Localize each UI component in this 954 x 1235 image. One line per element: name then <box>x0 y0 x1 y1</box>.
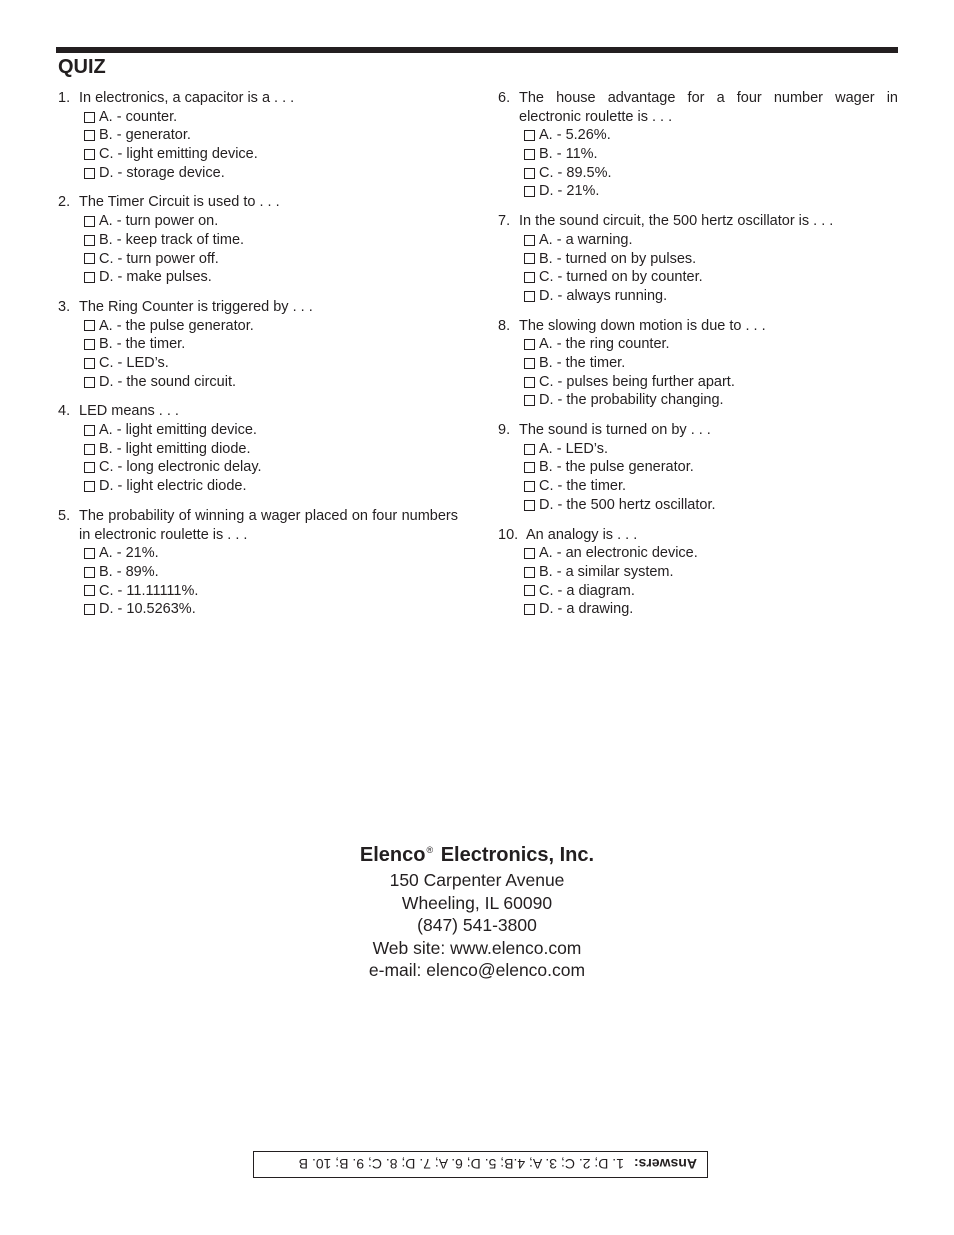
answer-option[interactable] <box>524 440 898 459</box>
checkbox[interactable] <box>524 253 535 264</box>
question-text: The Timer Circuit is used to . . . <box>79 194 280 211</box>
answer-option[interactable] <box>84 335 458 354</box>
question-text: The slowing down motion is due to . . . <box>519 317 766 334</box>
answer-option[interactable] <box>524 335 898 354</box>
answer-option-label: C. - pulses being further apart. <box>539 373 735 390</box>
checkbox[interactable] <box>524 339 535 350</box>
question-text: The probability of winning a wager placed on four numbers in electronic roulette is . . . <box>79 507 458 543</box>
checkbox[interactable] <box>84 462 95 473</box>
answer-options <box>58 108 458 183</box>
answer-option[interactable] <box>84 108 458 127</box>
question-stem <box>498 526 898 545</box>
question-number: 8. <box>498 317 511 334</box>
checkbox[interactable] <box>524 358 535 369</box>
question-1 <box>58 89 458 182</box>
answer-option-label: D. - a drawing. <box>539 601 634 618</box>
answer-option-label: B. - the timer. <box>539 355 626 371</box>
answers-label: Answers: <box>633 1156 697 1173</box>
question-text: In the sound circuit, the 500 hertz oscillator is . . . <box>519 213 834 230</box>
answer-options <box>498 335 898 410</box>
answer-option[interactable] <box>84 600 458 619</box>
question-number: 10. <box>498 526 519 543</box>
answer-option[interactable] <box>84 212 458 231</box>
answer-option[interactable] <box>84 563 458 582</box>
company-info <box>0 837 954 982</box>
answer-option[interactable] <box>84 164 458 183</box>
checkbox[interactable] <box>84 567 95 578</box>
checkbox[interactable] <box>524 130 535 141</box>
question-stem <box>58 193 458 212</box>
company-website: Web site: www.elenco.com <box>372 937 582 958</box>
checkbox[interactable] <box>524 377 535 388</box>
answer-option[interactable] <box>84 458 458 477</box>
company-address-line2: Wheeling, IL 60090 <box>401 892 553 913</box>
answer-option[interactable] <box>524 182 898 201</box>
answer-option[interactable] <box>524 496 898 515</box>
checkbox[interactable] <box>84 604 95 615</box>
question-number: 7. <box>498 213 511 230</box>
checkbox[interactable] <box>84 444 95 455</box>
checkbox[interactable] <box>524 168 535 179</box>
checkbox[interactable] <box>524 585 535 596</box>
question-stem <box>58 298 458 317</box>
answer-option-label: B. - keep track of time. <box>99 231 245 248</box>
question-number: 9. <box>498 422 511 439</box>
answer-option[interactable] <box>524 231 898 250</box>
checkbox[interactable] <box>84 377 95 388</box>
checkbox[interactable] <box>524 149 535 160</box>
checkbox[interactable] <box>524 548 535 559</box>
answer-option-label: C. - LED’s. <box>99 354 169 371</box>
answer-option-label: D. - light electric diode. <box>99 478 247 495</box>
answer-option[interactable] <box>524 145 898 164</box>
answer-option-label: B. - 11%. <box>539 146 598 163</box>
question-2 <box>58 193 458 286</box>
question-number: 2. <box>58 194 71 211</box>
answer-option-label: C. - 89.5%. <box>539 164 612 181</box>
checkbox[interactable] <box>84 168 95 179</box>
answer-option[interactable] <box>84 231 458 250</box>
answer-option[interactable] <box>84 317 458 336</box>
answer-option[interactable] <box>524 164 898 183</box>
answer-option[interactable] <box>84 126 458 145</box>
answer-options <box>58 317 458 392</box>
answer-option-label: B. - light emitting diode. <box>99 440 251 457</box>
answer-option[interactable] <box>524 354 898 373</box>
question-6 <box>498 89 898 201</box>
question-stem <box>498 89 898 126</box>
question-stem <box>498 317 898 336</box>
answer-option-label: A. - 21%. <box>99 545 159 562</box>
answer-option-label: B. - the pulse generator. <box>539 459 694 476</box>
checkbox[interactable] <box>84 253 95 264</box>
answer-option-label: C. - turned on by counter. <box>539 269 703 286</box>
answer-option-label: D. - 10.5263%. <box>99 601 196 618</box>
answer-option[interactable] <box>524 391 898 410</box>
answer-options <box>498 544 898 619</box>
checkbox[interactable] <box>524 235 535 246</box>
answer-option-label: A. - the ring counter. <box>539 336 670 353</box>
question-5 <box>58 507 458 619</box>
answer-option-label: B. - turned on by pulses. <box>539 250 697 267</box>
answer-option-label: A. - an electronic device. <box>539 545 698 562</box>
company-address-line1: 150 Carpenter Avenue <box>389 870 565 890</box>
question-text: The sound is turned on by . . . <box>519 422 711 439</box>
answer-option[interactable] <box>524 268 898 287</box>
answer-option-label: A. - a warning. <box>539 231 633 248</box>
answer-option-label: D. - always running. <box>539 287 668 304</box>
answer-option[interactable] <box>84 440 458 459</box>
question-text: The Ring Counter is triggered by . . . <box>79 298 313 315</box>
question-text: The house advantage for a four number wager in electronic roulette is . . . <box>519 90 898 125</box>
checkbox[interactable] <box>84 425 95 436</box>
answer-option[interactable] <box>84 477 458 496</box>
answer-options <box>58 421 458 496</box>
answer-option-label: C. - 11.11111%. <box>99 582 199 599</box>
answer-option-label: A. - the pulse generator. <box>99 317 254 334</box>
question-number: 5. <box>58 507 71 524</box>
company-email: e-mail: elenco@elenco.com <box>368 960 586 981</box>
answer-option-label: A. - 5.26%. <box>539 127 611 144</box>
answer-option-label: D. - 21%. <box>539 183 600 200</box>
question-text: In electronics, a capacitor is a . . . <box>79 90 295 106</box>
answer-options <box>58 544 458 619</box>
answer-option[interactable] <box>524 582 898 601</box>
checkbox[interactable] <box>524 481 535 492</box>
answer-option[interactable] <box>84 268 458 287</box>
answer-option-label: A. - LED’s. <box>539 440 609 457</box>
answer-option[interactable] <box>524 250 898 269</box>
quiz-column-right <box>498 89 898 630</box>
answer-option[interactable] <box>524 458 898 477</box>
checkbox[interactable] <box>84 112 95 123</box>
answer-option[interactable] <box>84 373 458 392</box>
checkbox[interactable] <box>524 291 535 302</box>
checkbox[interactable] <box>84 272 95 283</box>
answer-option-label: C. - turn power off. <box>99 250 219 267</box>
answer-option[interactable] <box>524 287 898 306</box>
answer-option-label: D. - the probability changing. <box>539 392 724 409</box>
answer-option[interactable] <box>524 477 898 496</box>
answers-text: 1. D; 2. C; 3. A; 4.B; 5. D; 6. A; 7. D; 8. C; 9. B; 10. B <box>298 1156 624 1173</box>
question-stem <box>58 89 458 108</box>
answer-option[interactable] <box>84 544 458 563</box>
answer-option-label: C. - the timer. <box>539 478 627 495</box>
question-number: 4. <box>58 403 71 420</box>
registered-mark: ® <box>426 845 434 855</box>
answer-option-label: A. - counter. <box>99 108 178 125</box>
answer-option[interactable] <box>84 582 458 601</box>
answer-option-label: C. - long electronic delay. <box>99 459 262 476</box>
answer-option-label: D. - the sound circuit. <box>99 373 236 390</box>
question-4 <box>58 402 458 495</box>
checkbox[interactable] <box>524 272 535 283</box>
checkbox[interactable] <box>84 149 95 160</box>
answer-option-label: C. - light emitting device. <box>99 146 258 163</box>
question-number: 6. <box>498 90 511 106</box>
checkbox[interactable] <box>524 604 535 615</box>
question-3 <box>58 298 458 391</box>
checkbox[interactable] <box>84 130 95 141</box>
quiz-title: QUIZ <box>58 56 106 78</box>
quiz-column-left <box>58 89 458 630</box>
answer-option-label: D. - make pulses. <box>99 269 212 286</box>
answer-option[interactable] <box>84 421 458 440</box>
question-7 <box>498 212 898 305</box>
answer-option-label: C. - a diagram. <box>539 582 635 599</box>
answers-key <box>253 1151 708 1178</box>
answer-option-label: D. - the 500 hertz oscillator. <box>539 496 716 513</box>
answer-option-label: B. - 89%. <box>99 563 159 580</box>
question-stem <box>498 212 898 231</box>
answer-options <box>498 126 898 201</box>
answer-option[interactable] <box>84 145 458 164</box>
question-number: 3. <box>58 298 71 315</box>
checkbox[interactable] <box>84 320 95 331</box>
answer-option[interactable] <box>524 126 898 145</box>
checkbox[interactable] <box>524 567 535 578</box>
answer-option-label: B. - the timer. <box>99 336 186 353</box>
answer-option[interactable] <box>524 373 898 392</box>
answer-options <box>58 212 458 287</box>
answer-options <box>498 231 898 306</box>
answer-option-label: A. - light emitting device. <box>99 422 257 439</box>
answer-option[interactable] <box>524 544 898 563</box>
question-text: An analogy is . . . <box>526 526 638 543</box>
checkbox[interactable] <box>84 548 95 559</box>
company-phone: (847) 541-3800 <box>417 915 537 936</box>
answer-option[interactable] <box>524 563 898 582</box>
checkbox[interactable] <box>524 186 535 197</box>
checkbox[interactable] <box>84 358 95 369</box>
question-stem <box>58 402 458 421</box>
answer-option[interactable] <box>84 354 458 373</box>
answer-options <box>498 440 898 515</box>
company-name: Elenco® Electronics, Inc. <box>359 844 595 866</box>
checkbox[interactable] <box>524 462 535 473</box>
checkbox[interactable] <box>84 339 95 350</box>
question-number: 1. <box>58 90 71 106</box>
answer-option-label: D. - storage device. <box>99 164 225 181</box>
answer-option[interactable] <box>84 250 458 269</box>
answer-option-label: A. - turn power on. <box>99 213 219 230</box>
checkbox[interactable] <box>524 395 535 406</box>
question-text: LED means . . . <box>79 403 179 420</box>
checkbox[interactable] <box>524 500 535 511</box>
answer-option-label: B. - generator. <box>99 127 191 144</box>
checkbox[interactable] <box>524 444 535 455</box>
checkbox[interactable] <box>84 481 95 492</box>
question-9 <box>498 421 898 514</box>
answer-option[interactable] <box>524 600 898 619</box>
question-stem <box>58 507 458 544</box>
answer-option-label: B. - a similar system. <box>539 563 674 580</box>
checkbox[interactable] <box>84 585 95 596</box>
top-rule <box>56 47 898 53</box>
checkbox[interactable] <box>84 235 95 246</box>
question-8 <box>498 317 898 410</box>
checkbox[interactable] <box>84 216 95 227</box>
question-10 <box>498 526 898 619</box>
question-stem <box>498 421 898 440</box>
